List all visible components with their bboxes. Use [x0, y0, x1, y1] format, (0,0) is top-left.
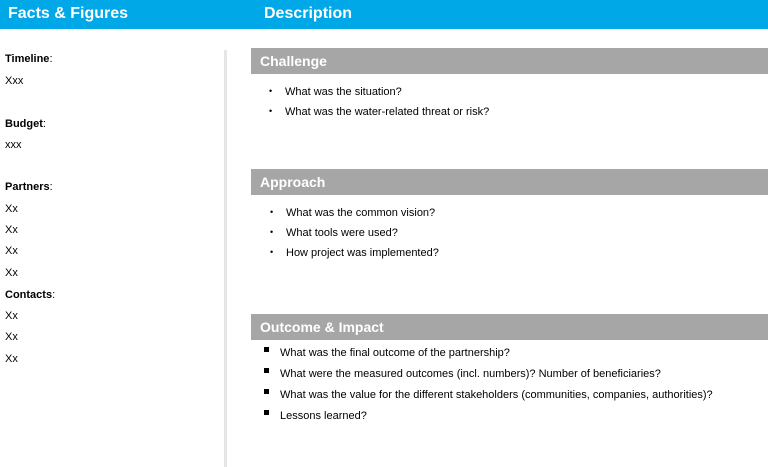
outcome-section-bar	[251, 314, 768, 340]
contact-item: Xx	[5, 331, 18, 343]
square-bullet-icon	[264, 410, 269, 415]
budget-label: Budget:	[5, 118, 46, 130]
square-bullet-icon	[264, 389, 269, 394]
contact-item: Xx	[5, 310, 18, 322]
timeline-label: Timeline:	[5, 53, 53, 65]
partner-item: Xx	[5, 203, 18, 215]
partner-item: Xx	[5, 267, 18, 279]
description-heading: Description	[264, 5, 353, 22]
partners-label: Partners:	[5, 181, 53, 193]
facts-figures-heading: Facts & Figures	[8, 5, 129, 22]
partner-item: Xx	[5, 245, 18, 257]
header-bar	[0, 0, 768, 29]
timeline-value: Xxx	[5, 75, 24, 87]
partner-item: Xx	[5, 224, 18, 236]
approach-section-bar	[251, 169, 768, 195]
challenge-title: Challenge	[260, 53, 327, 69]
square-bullet-icon	[264, 368, 269, 373]
challenge-section-bar	[251, 48, 768, 74]
contacts-label: Contacts:	[5, 289, 56, 301]
outcome-title: Outcome & Impact	[260, 319, 384, 335]
budget-value: xxx	[5, 139, 22, 151]
contact-item: Xx	[5, 353, 18, 365]
approach-title: Approach	[260, 174, 326, 190]
square-bullet-icon	[264, 347, 269, 352]
column-divider	[224, 50, 227, 467]
